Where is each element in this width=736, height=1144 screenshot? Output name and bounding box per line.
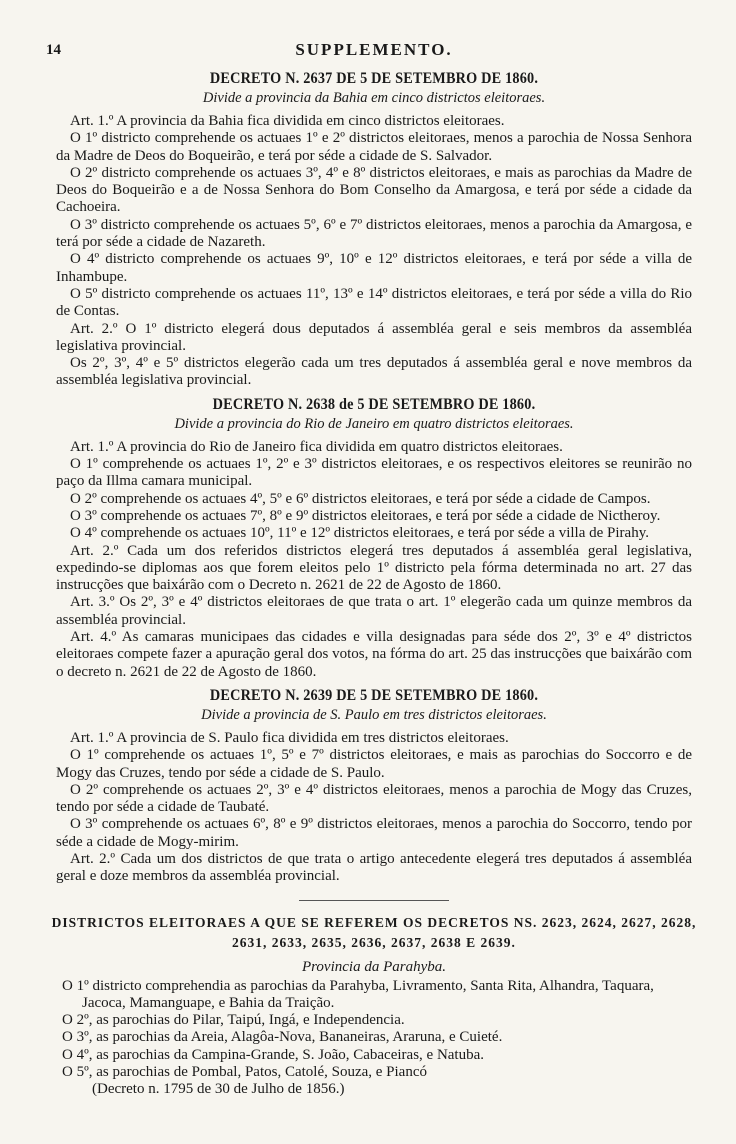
paragraph: O 2º comprehende os actuaes 2º, 3º e 4º districtos eleitoraes, menos a parochia de Mogy das Cruzes, tendo por séde a cidade de Taubaté. bbox=[56, 781, 692, 816]
decree-title: DECRETO N. 2638 de 5 DE SETEMBRO DE 1860. bbox=[212, 395, 536, 413]
decree-title: DECRETO N. 2639 DE 5 DE SETEMBRO DE 1860. bbox=[209, 686, 539, 704]
page-header bbox=[46, 40, 692, 64]
districts-index bbox=[51, 913, 697, 1099]
paragraph: Art. 2.º Cada um dos referidos districtos elegerá tres deputados á assembléa geral legislativa, expedindo-se diplomas aos que forem eleitos pelo 1º districto pela fórma determinada no art. 27 das instrucções que baixárão com o Decreto n. 2621 de 22 de Agosto de 1860. bbox=[56, 542, 692, 594]
section-divider bbox=[299, 900, 449, 901]
decree-title: DECRETO N. 2637 DE 5 DE SETEMBRO DE 1860. bbox=[209, 70, 539, 87]
district-item: O 4º, as parochias da Campina-Grande, S. João, Cabaceiras, e Natuba. bbox=[62, 1046, 485, 1063]
paragraph: O 4º districto comprehende os actuaes 9º, 10º e 12º districtos eleitoraes, e terá por séde a villa de Inhambupe. bbox=[56, 251, 692, 285]
paragraph: Art. 3.º Os 2º, 3º e 4º districtos eleitoraes de que trata o art. 1º elegerão cada um quinze membros da assembléa provincial. bbox=[56, 594, 692, 628]
paragraph: Art. 1.º A provincia da Bahia fica dividida em cinco districtos eleitoraes. bbox=[70, 113, 505, 129]
decree-note: (Decreto n. 1795 de 30 de Julho de 1856.) bbox=[92, 1081, 345, 1098]
paragraph: O 5º districto comprehende os actuaes 11º, 13º e 14º districtos eleitoraes, e terá por séde a villa do Rio de Contas. bbox=[56, 285, 692, 320]
paragraph: O 2º districto comprehende os actuaes 3º, 4º e 8º districtos eleitoraes, e mais as parochias da Madre de Deos do Boqueirão e a de Nossa Senhora do Bom Conselho da Amargosa, e terá por séde a cidade da Cachoeira. bbox=[56, 164, 692, 216]
paragraph: Art. 1.º A provincia do Rio de Janeiro fica dividida em quatro districtos eleitoraes. bbox=[70, 438, 563, 455]
decree-2638 bbox=[56, 396, 692, 681]
decree-2639 bbox=[56, 687, 692, 886]
paragraph: O 1º comprehende os actuaes 1º, 5º e 7º districtos eleitoraes, e mais as parochias do Soccorro e de Mogy das Cruzes, tendo por séde a cidade de S. Paulo. bbox=[56, 747, 692, 781]
district-item: O 2º, as parochias do Pilar, Taipú, Ingá, e Independencia. bbox=[62, 1012, 405, 1029]
district-item: O 3º, as parochias da Areia, Alagôa-Nova, Bananeiras, Araruna, e Cuieté. bbox=[62, 1029, 503, 1046]
decree-subtitle: Divide a provincia da Bahia em cinco districtos eleitoraes. bbox=[202, 90, 546, 106]
paragraph: Art. 2.º Cada um dos districtos de que trata o artigo antecedente elegerá tres deputados á assembléa geral e doze membros da assembléa provincial. bbox=[56, 850, 692, 885]
decree-subtitle: Divide a provincia do Rio de Janeiro em quatro districtos eleitoraes. bbox=[174, 415, 574, 432]
paragraph: Os 2º, 3º, 4º e 5º districtos elegerão cada um tres deputados á assembléa geral e nove membros da assembléa legislativa provincial. bbox=[56, 355, 692, 389]
paragraph: O 2º comprehende os actuaes 4º, 5º e 6º districtos eleitoraes, e terá por séde a cidade de Campos. bbox=[70, 490, 651, 507]
index-heading-line2: 2631, 2633, 2635, 2636, 2637, 2638 E 2639. bbox=[232, 934, 516, 950]
running-head: SUPPLEMENTO. bbox=[295, 40, 453, 59]
index-heading-line1: DISTRICTOS ELEITORAES A QUE SE REFEREM OS DECRETOS NS. 2623, 2624, 2627, 2628, bbox=[51, 914, 697, 930]
paragraph: O 3º districto comprehende os actuaes 5º, 6º e 7º districtos eleitoraes, menos a parochia da Amargosa, e terá por séde a cidade de Nazareth. bbox=[56, 216, 692, 251]
decree-2637 bbox=[56, 70, 692, 390]
district-item: O 5º, as parochias de Pombal, Patos, Catolé, Souza, e Piancó bbox=[62, 1064, 427, 1081]
paragraph: Art. 4.º As camaras municipaes das cidades e villa designadas para séde dos 2º, 3º e 4º districtos eleitoraes compete fazer a apuração geral dos votos, na fórma do art. 25 das instrucções que baixárão com o decreto n. 2621 de 22 de Agosto de 1860. bbox=[56, 629, 692, 680]
paragraph: O 1º comprehende os actuaes 1º, 2º e 3º districtos eleitoraes, e os respectivos eleitores se reunirão no paço da Illma camara municipal. bbox=[56, 456, 692, 490]
paragraph: O 4º comprehende os actuaes 10º, 11º e 12º districtos eleitoraes, e terá por séde a villa de Pirahy. bbox=[70, 525, 649, 542]
paragraph: O 1º districto comprehende os actuaes 1º e 2º districtos eleitoraes, menos a parochia de Nossa Senhora da Madre de Deos do Boqueirão, e terá por séde a cidade de S. Salvador. bbox=[56, 130, 692, 164]
province-title: Provincia da Parahyba. bbox=[301, 958, 446, 975]
paragraph: O 3º comprehende os actuaes 6º, 8º e 9º districtos eleitoraes, menos a parochia do Soccorro, tendo por séde a cidade de Mogy-mirim. bbox=[56, 816, 692, 850]
district-item: O 1º districto comprehendia as parochias da Parahyba, Livramento, Santa Rita, Alhandra, Taquara, Jacoca, Mamanguape, e Bahia da Traição. bbox=[62, 977, 654, 1011]
paragraph: Art. 1.º A provincia de S. Paulo fica dividida em tres districtos eleitoraes. bbox=[70, 729, 509, 746]
decree-subtitle: Divide a provincia de S. Paulo em tres districtos eleitoraes. bbox=[201, 706, 547, 723]
paragraph: Art. 2.º O 1º districto elegerá dous deputados á assembléa geral e seis membros da assembléa legislativa provincial. bbox=[56, 320, 692, 354]
paragraph: O 3º comprehende os actuaes 7º, 8º e 9º districtos eleitoraes, e terá por séde a cidade de Nictheroy. bbox=[70, 507, 661, 524]
page-number: 14 bbox=[46, 42, 61, 58]
